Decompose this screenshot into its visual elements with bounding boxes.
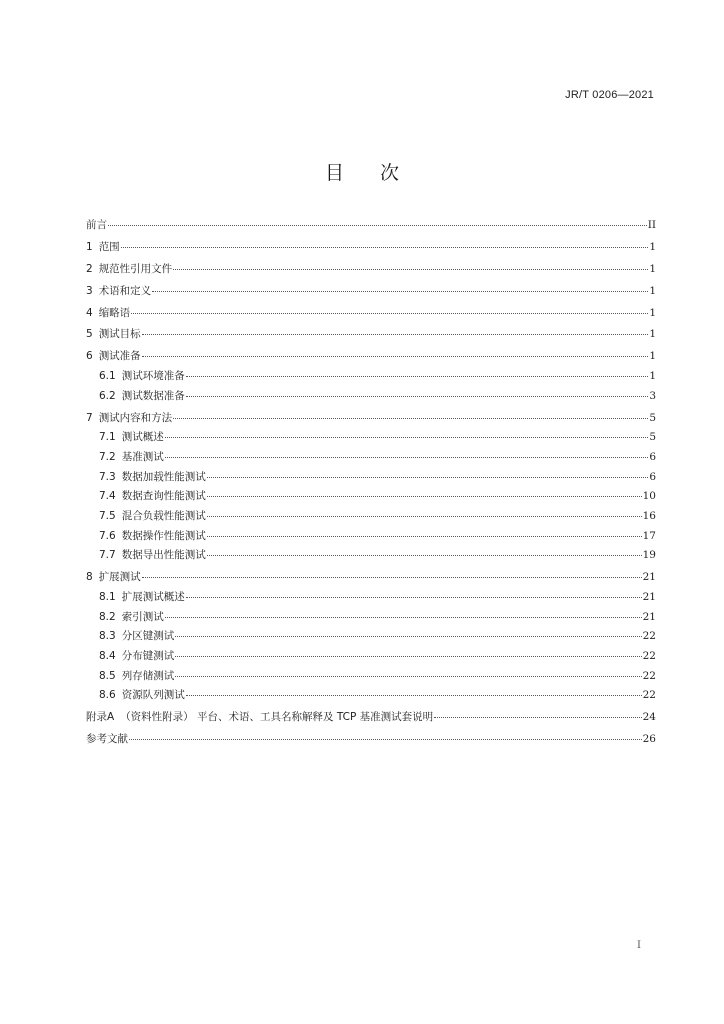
toc-entry-number: 5 [86, 328, 93, 341]
toc-entry[interactable] [86, 409, 656, 429]
toc-entry-page: 6 [649, 470, 656, 483]
toc-entry-number: 6.1 [99, 369, 116, 382]
toc-entry-page: 21 [642, 571, 656, 584]
toc-entry-page: 1 [649, 240, 656, 253]
toc-entry[interactable] [86, 448, 656, 468]
toc-entry-number: 8.4 [99, 649, 116, 662]
toc-entry-page: 1 [649, 284, 656, 297]
toc-title [0, 158, 724, 185]
toc-entry-title: 列存储测试 [121, 669, 175, 682]
toc-entry-page: 22 [642, 669, 656, 682]
toc-entry-page: 21 [642, 590, 656, 603]
toc-entry-number: 6.2 [99, 389, 116, 402]
toc-entry-number: 3 [86, 284, 93, 297]
dot-leader [207, 506, 642, 517]
dot-leader [186, 366, 649, 377]
toc-entry-title: 前言 [86, 219, 107, 231]
toc-entry-page: II [647, 219, 656, 231]
dot-leader [173, 408, 648, 419]
toc-entry-title: 分区键测试 [121, 630, 175, 643]
page-number: I [637, 940, 641, 951]
toc-entry-number: 2 [86, 262, 93, 275]
toc-entry-number: 7.3 [99, 470, 116, 483]
toc-entry-title: 范围 [98, 240, 120, 253]
toc-entry-title: 缩略语 [98, 306, 131, 319]
toc-entry-number: 1 [86, 240, 93, 253]
toc-entry-number: 7.5 [99, 509, 116, 522]
toc-entry-page: 24 [642, 711, 656, 724]
dot-leader [142, 567, 642, 578]
dot-leader [108, 215, 647, 226]
toc-entry[interactable] [86, 347, 656, 367]
toc-entry[interactable] [86, 647, 656, 667]
toc-entry-title: 测试环境准备 [121, 369, 185, 382]
toc-entry-number: 8.5 [99, 669, 116, 682]
toc-entry-page: 22 [642, 689, 656, 702]
toc-entry[interactable] [86, 568, 656, 588]
toc-entry-number: 8.6 [99, 689, 116, 702]
toc-entry[interactable] [86, 507, 656, 527]
toc-entry[interactable] [86, 627, 656, 647]
toc-entry[interactable] [86, 428, 656, 448]
toc-entry-page: 16 [642, 509, 656, 522]
toc-entry-title: 索引测试 [121, 610, 164, 623]
toc-entry[interactable] [86, 487, 656, 507]
toc-entry-title: 数据查询性能测试 [121, 490, 206, 503]
toc-entry-number: 6 [86, 350, 93, 363]
toc-entry-number: 4 [86, 306, 93, 319]
dot-leader [175, 646, 641, 657]
toc-entry-page: 1 [649, 306, 656, 319]
dot-leader [175, 626, 641, 637]
toc-entry-page: 17 [642, 529, 656, 542]
toc-title-char-1: 目 [324, 162, 344, 184]
toc-entry-page: 1 [649, 328, 656, 341]
dot-leader [152, 281, 648, 292]
dot-leader [129, 729, 642, 740]
toc-entry-page: 6 [649, 450, 656, 463]
dot-leader [207, 486, 642, 497]
dot-leader [175, 666, 641, 677]
dot-leader [131, 303, 648, 314]
toc-entry-number: 7 [86, 411, 93, 424]
toc-entry-page: 22 [642, 630, 656, 643]
dot-leader [186, 587, 642, 598]
toc-entry-title: 混合负载性能测试 [121, 509, 206, 522]
dot-leader [165, 447, 649, 458]
dot-leader [121, 237, 649, 248]
toc-entry-page: 10 [642, 490, 656, 503]
toc-entry[interactable] [86, 708, 656, 728]
dot-leader [173, 259, 648, 270]
toc-entry-title: （资料性附录） 平台、术语、工具名称解释及 TCP 基准测试套说明 [120, 711, 434, 724]
toc-entry[interactable] [86, 238, 656, 258]
dot-leader [207, 526, 642, 537]
toc-entry-title: 数据导出性能测试 [121, 549, 206, 562]
toc-entry-number: 8 [86, 571, 93, 584]
toc-entry-title: 测试目标 [98, 328, 141, 341]
toc-entry-number: 7.1 [99, 431, 116, 444]
dot-leader [165, 427, 649, 438]
toc-entry[interactable] [86, 686, 656, 706]
toc-entry-page: 5 [649, 411, 656, 424]
toc-entry[interactable] [86, 282, 656, 302]
dot-leader [186, 386, 649, 397]
dot-leader [142, 324, 649, 335]
toc-entry-page: 1 [649, 350, 656, 363]
toc-title-char-2: 次 [380, 162, 400, 184]
toc-entry[interactable] [86, 367, 656, 387]
toc-entry-page: 22 [642, 649, 656, 662]
toc-entry-page: 3 [649, 389, 656, 402]
toc-entry-title: 数据操作性能测试 [121, 529, 206, 542]
toc-entry[interactable] [86, 304, 656, 324]
dot-leader [434, 707, 641, 718]
toc-entry-title: 测试内容和方法 [98, 411, 173, 424]
toc-entry-title: 测试准备 [98, 350, 141, 363]
toc-entry-page: 21 [642, 610, 656, 623]
toc-entry-title: 测试概述 [121, 431, 164, 444]
toc-entry-title: 术语和定义 [98, 284, 152, 297]
toc-entry[interactable] [86, 667, 656, 687]
toc-entry-title: 规范性引用文件 [98, 262, 173, 275]
table-of-contents [86, 216, 656, 750]
toc-entry-title: 扩展测试概述 [121, 590, 185, 603]
toc-entry[interactable] [86, 387, 656, 407]
standard-code-header: JR/T 0206—2021 [565, 89, 654, 101]
toc-entry-page: 1 [649, 262, 656, 275]
toc-entry-number: 7.4 [99, 490, 116, 503]
toc-entry-page: 26 [642, 733, 656, 746]
toc-entry-page: 19 [642, 549, 656, 562]
toc-entry-title: 资源队列测试 [121, 689, 185, 702]
toc-entry[interactable] [86, 588, 656, 608]
dot-leader [165, 607, 642, 618]
toc-entry[interactable] [86, 216, 656, 236]
toc-entry-title: 分布键测试 [121, 649, 175, 662]
toc-entry[interactable] [86, 608, 656, 628]
toc-entry-number: 7.6 [99, 529, 116, 542]
toc-entry[interactable] [86, 527, 656, 547]
dot-leader [186, 685, 642, 696]
dot-leader [207, 545, 642, 556]
toc-entry-title: 参考文献 [86, 733, 128, 746]
toc-entry[interactable] [86, 468, 656, 488]
toc-entry-number: 8.3 [99, 630, 116, 643]
toc-entry[interactable] [86, 260, 656, 280]
toc-entry-title: 扩展测试 [98, 571, 141, 584]
dot-leader [142, 346, 649, 357]
toc-entry-number: 7.2 [99, 450, 116, 463]
toc-entry-title: 数据加载性能测试 [121, 470, 206, 483]
toc-entry-number: 8.2 [99, 610, 116, 623]
dot-leader [207, 467, 649, 478]
toc-entry[interactable] [86, 546, 656, 566]
toc-entry-title: 测试数据准备 [121, 389, 185, 402]
toc-entry[interactable] [86, 730, 656, 750]
toc-entry-page: 1 [649, 369, 656, 382]
toc-entry-number: 附录A [86, 711, 115, 724]
toc-entry[interactable] [86, 325, 656, 345]
toc-entry-number: 7.7 [99, 549, 116, 562]
toc-entry-title: 基准测试 [121, 450, 164, 463]
toc-entry-number: 8.1 [99, 590, 116, 603]
toc-entry-page: 5 [649, 431, 656, 444]
